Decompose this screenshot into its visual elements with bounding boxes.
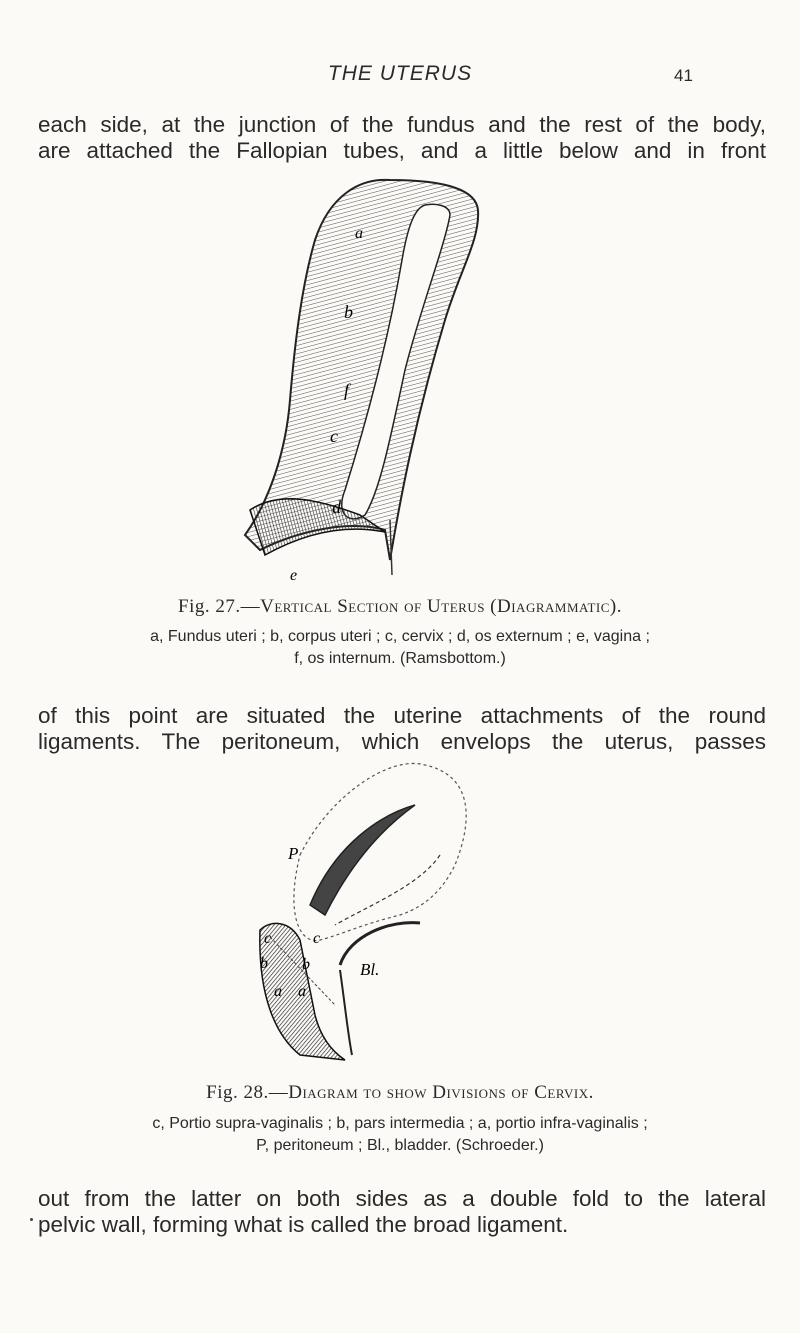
uterus-body	[310, 805, 415, 915]
figure-28-caption-text: Diagram to show Divisions of Cervix.	[288, 1082, 594, 1103]
paragraph-2	[38, 703, 766, 755]
figure-27-uterus-section	[240, 170, 490, 590]
figure-28-legend-line-1: c, Portio supra-vaginalis ; b, pars intermedia ; a, portio infra-vaginalis ;	[152, 1115, 648, 1132]
paragraph-3-line-2: pelvic wall, forming what is called the broad ligament.	[38, 1212, 569, 1237]
margin-dot	[30, 1218, 33, 1221]
fig28-label-c2: c	[313, 930, 321, 947]
paragraph-1-line-1: each side, at the junction of the fundus and the rest of the body,	[38, 112, 766, 137]
bladder-upper-curve	[340, 923, 420, 965]
paragraph-2-line-2: ligaments. The peritoneum, which envelops the uterus, passes	[38, 729, 766, 754]
fig27-label-b: b	[344, 302, 353, 322]
fig27-label-c: c	[330, 426, 338, 446]
fig28-label-a2: a	[298, 983, 306, 1000]
figure-27-legend	[40, 626, 760, 670]
fig28-label-b1: b	[260, 955, 268, 972]
figure-28-caption-title	[0, 1082, 800, 1104]
peritoneum-outline	[294, 763, 466, 940]
figure-28-cervix-diagram	[240, 755, 490, 1075]
paragraph-1	[38, 112, 766, 164]
paragraph-1-line-2: are attached the Fallopian tubes, and a little below and in front	[38, 138, 766, 163]
paragraph-3	[38, 1186, 766, 1238]
figure-28-legend	[40, 1113, 760, 1157]
page-number: 41	[674, 66, 693, 85]
figure-27-drawing	[240, 170, 490, 590]
running-head: THE UTERUS	[327, 62, 473, 85]
fig27-label-e: e	[290, 567, 298, 584]
figure-28-drawing	[240, 755, 490, 1075]
figure-27-legend-line-2: f, os internum. (Ramsbottom.)	[294, 650, 506, 667]
bladder-wall	[340, 970, 352, 1055]
paragraph-3-line-1: out from the latter on both sides as a double fold to the lateral	[38, 1186, 766, 1211]
figure-27-caption-prefix: Fig. 27.—	[178, 596, 261, 617]
figure-27-caption-title	[0, 596, 800, 618]
fig28-label-p: P	[288, 844, 299, 863]
fig27-label-d: d	[332, 497, 341, 517]
fig28-label-bladder: Bl.	[360, 960, 380, 979]
fig28-label-b2: b	[302, 956, 310, 973]
fig27-label-f: f	[344, 380, 350, 400]
figure-28-caption-prefix: Fig. 28.—	[206, 1082, 289, 1103]
fig27-label-a: a	[355, 225, 363, 242]
paragraph-2-line-1: of this point are situated the uterine attachments of the round	[38, 703, 766, 728]
fig28-label-a1: a	[274, 983, 282, 1000]
figure-28-legend-line-2: P, peritoneum ; Bl., bladder. (Schroeder.)	[256, 1137, 544, 1154]
fig28-label-c1: c	[264, 930, 272, 947]
figure-27-legend-line-1: a, Fundus uteri ; b, corpus uteri ; c, cervix ; d, os externum ; e, vagina ;	[150, 628, 650, 645]
figure-27-caption-text: Vertical Section of Uterus (Diagrammatic).	[260, 596, 622, 617]
